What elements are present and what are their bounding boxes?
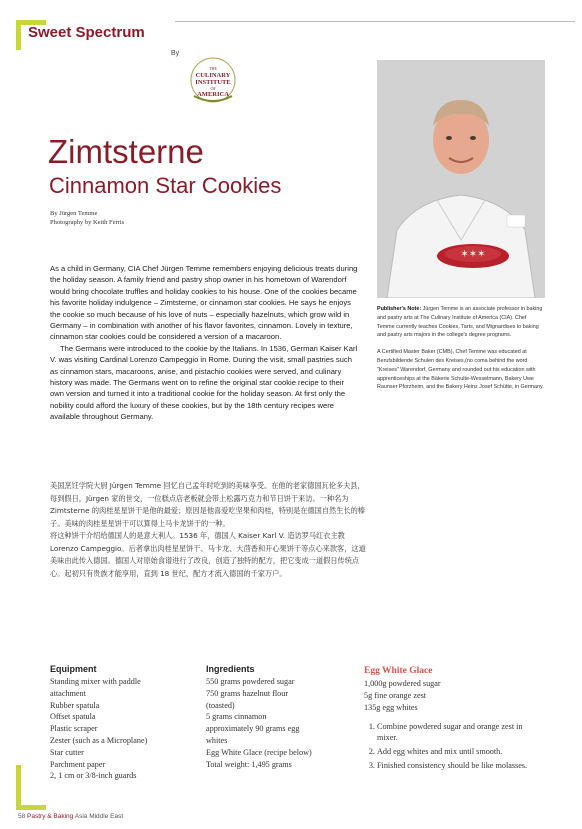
cia-logo xyxy=(178,56,248,106)
publisher-note xyxy=(377,305,545,400)
corner-mark-bottom-horizontal xyxy=(16,805,46,810)
equipment-list xyxy=(50,676,190,782)
list-item: Star cutter xyxy=(50,747,84,757)
publisher-note-paragraph-1 xyxy=(377,305,545,340)
equipment-section xyxy=(50,664,190,782)
list-item: Zester (such as a Microplane) xyxy=(50,735,148,745)
list-item: 5 grams cinnamon xyxy=(206,712,267,722)
svg-text:✶✶✶: ✶✶✶ xyxy=(460,249,486,260)
list-item: 750 grams hazelnut flour xyxy=(206,688,289,698)
list-item: Plastic scraper xyxy=(50,724,98,734)
list-item: Standing mixer with paddle xyxy=(50,677,141,686)
glace-ingredient-list xyxy=(364,678,539,713)
chef-photo xyxy=(377,60,545,298)
article-title: Zimtsterne xyxy=(48,133,204,170)
ingredients-list xyxy=(206,676,346,770)
svg-text:CULINARY: CULINARY xyxy=(195,72,231,79)
step-item: 2. Add egg whites and mix until smooth. xyxy=(377,746,539,757)
svg-text:OF: OF xyxy=(210,86,216,91)
ingredients-title: Ingredients xyxy=(206,664,255,674)
publisher-note-label: Publisher's Note: xyxy=(377,306,422,312)
step-item: 1. Combine powdered sugar and orange zest in mixer. xyxy=(377,721,539,743)
article-body-chinese xyxy=(50,480,368,580)
list-item: Parchment paper xyxy=(50,759,106,769)
list-item: Offset spatula xyxy=(50,712,96,722)
paragraph-en-1: As a child in Germany, CIA Chef Jürgen Temme remembers enjoying delicious treats during the holiday season. A family friend and pastry shop owner in his hometown of Warendorf would bring chocolate truffles and holiday cookies to his house. One of the cookies became his favorite holiday indulgence – Zimtsterne, or cinnamon star cookies. He says he enjoys the cookie so much because of his love of nuts – especially hazelnuts, which grow wild in Germany – in combination with another of his flavor favorites, cinnamon. Lovely in texture, cinnamon star cookies could be considered a version of a macaroon. xyxy=(50,264,358,342)
svg-text:AMERICA: AMERICA xyxy=(197,91,229,98)
list-item: attachment xyxy=(50,688,86,698)
glace-title: Egg White Glace xyxy=(364,666,433,676)
page-number: 58 xyxy=(18,813,26,820)
list-item: Total weight: 1,495 grams xyxy=(206,759,292,769)
credits xyxy=(50,209,124,227)
section-title: Sweet Spectrum xyxy=(28,24,145,41)
svg-text:INSTITUTE: INSTITUTE xyxy=(195,79,231,86)
page-footer xyxy=(18,813,123,820)
list-item: 2, 1 cm or 3/8-inch guards xyxy=(50,771,137,781)
paragraph-zh-1: 美国烹饪学院大厨 Jürgen Temme 回忆自己孟年时吃到的美味享受。在他的老家德国瓦伦多夫县，每到假日，Jürgen 家的世交，一位糕点店老板就会带上松露巧克力和节日饼干来访。一种名为 Zimtsterne 的肉桂星星饼干是他的最爱；原因是他喜爱吃坚果和肉桂，特别是在德国自然生长的榛子。美味的肉桂星星饼干可以算得上马卡龙饼干的一种。 xyxy=(50,481,365,528)
publisher-note-paragraph-2: A Certified Master Baker (CMB), Chef Temme was educated at Berufsbildende Schulen des Kreises,(no coma behind the word "Kreises" Warendorf, Germany and rounded out his education with apprenticeships at the Bäkerie Schulte-Wesselmann, Bakery Uwe Raunser Pforzheim, and the Bakery Heinz Josef Schütte, in Germany. xyxy=(377,349,544,391)
equipment-title: Equipment xyxy=(50,664,97,674)
list-item: 550 grams powdered sugar xyxy=(206,677,295,686)
paragraph-zh-2: 将这种饼干介绍给德国人的是意大利人。1536 年，德国人 Kaiser Karl V. 造访罗马红衣主教 Lorenzo Campeggio。后者拿出肉桂星星饼干、马卡龙、大茴香和开心果饼干等点心来款客，这道美味由此传入德国。德国人对原始食谱进行了改良，创造了独特的配方，把它变成一道假日传统点心。起初只有贵族才能享用，直到 18 世纪，配方才流入德国的千家万户。 xyxy=(50,531,366,578)
glace-steps xyxy=(364,721,539,771)
ingredients-section xyxy=(206,664,346,770)
list-item: Rubber spatula xyxy=(50,700,100,710)
photo-credit: Photography by Keith Ferris xyxy=(50,219,125,226)
publisher-note-text: Jürgen Temme is an associate professor in baking and pastry arts at The Culinary Institute of America (CIA). Chef Temme currently teaches Cookies, Tarts, and Mignardises to baking and pastry arts majors in the college's degree programs. xyxy=(377,306,543,339)
magazine-region: Asia Middle East xyxy=(74,813,124,820)
list-item: (toasted) xyxy=(206,700,235,710)
list-item: 1,000g powdered sugar xyxy=(364,679,441,688)
article-body-english xyxy=(50,263,360,423)
list-item: 135g egg whites xyxy=(364,702,418,712)
list-item: approximately 90 grams egg xyxy=(206,724,300,734)
egg-white-glace-section xyxy=(364,666,539,774)
top-rule xyxy=(175,21,575,22)
magazine-name: Pastry & Baking xyxy=(27,813,74,820)
list-item: whites xyxy=(206,735,228,745)
by-label: By xyxy=(171,50,180,57)
step-item: 3. Finished consistency should be like molasses. xyxy=(377,760,539,771)
list-item: Egg White Glace (recipe below) xyxy=(206,747,312,757)
article-subtitle: Cinnamon Star Cookies xyxy=(49,173,282,198)
paragraph-en-2: The Germans were introduced to the cookie by the Italians. In 1536, German Kaiser Karl V. was visiting Cardinal Lorenzo Campeggio in Rome. During the visit, small pastries such as cinnamon stars, macaroons, anise, and pistachio cookies were served, and culinary history was made. The Germans went on to refine the original star cookie recipe to their own version and turned it into a traditional cookie for the holiday season. At first only the nobility could afford the luxury of these cookies, but by the 18th century recipes were available throughout Germany. xyxy=(50,343,358,422)
list-item: 5g fine orange zest xyxy=(364,690,427,700)
svg-text:THE: THE xyxy=(209,66,217,71)
corner-mark-bottom-vertical xyxy=(16,765,21,810)
byline: By Jürgen Temme xyxy=(50,210,98,217)
